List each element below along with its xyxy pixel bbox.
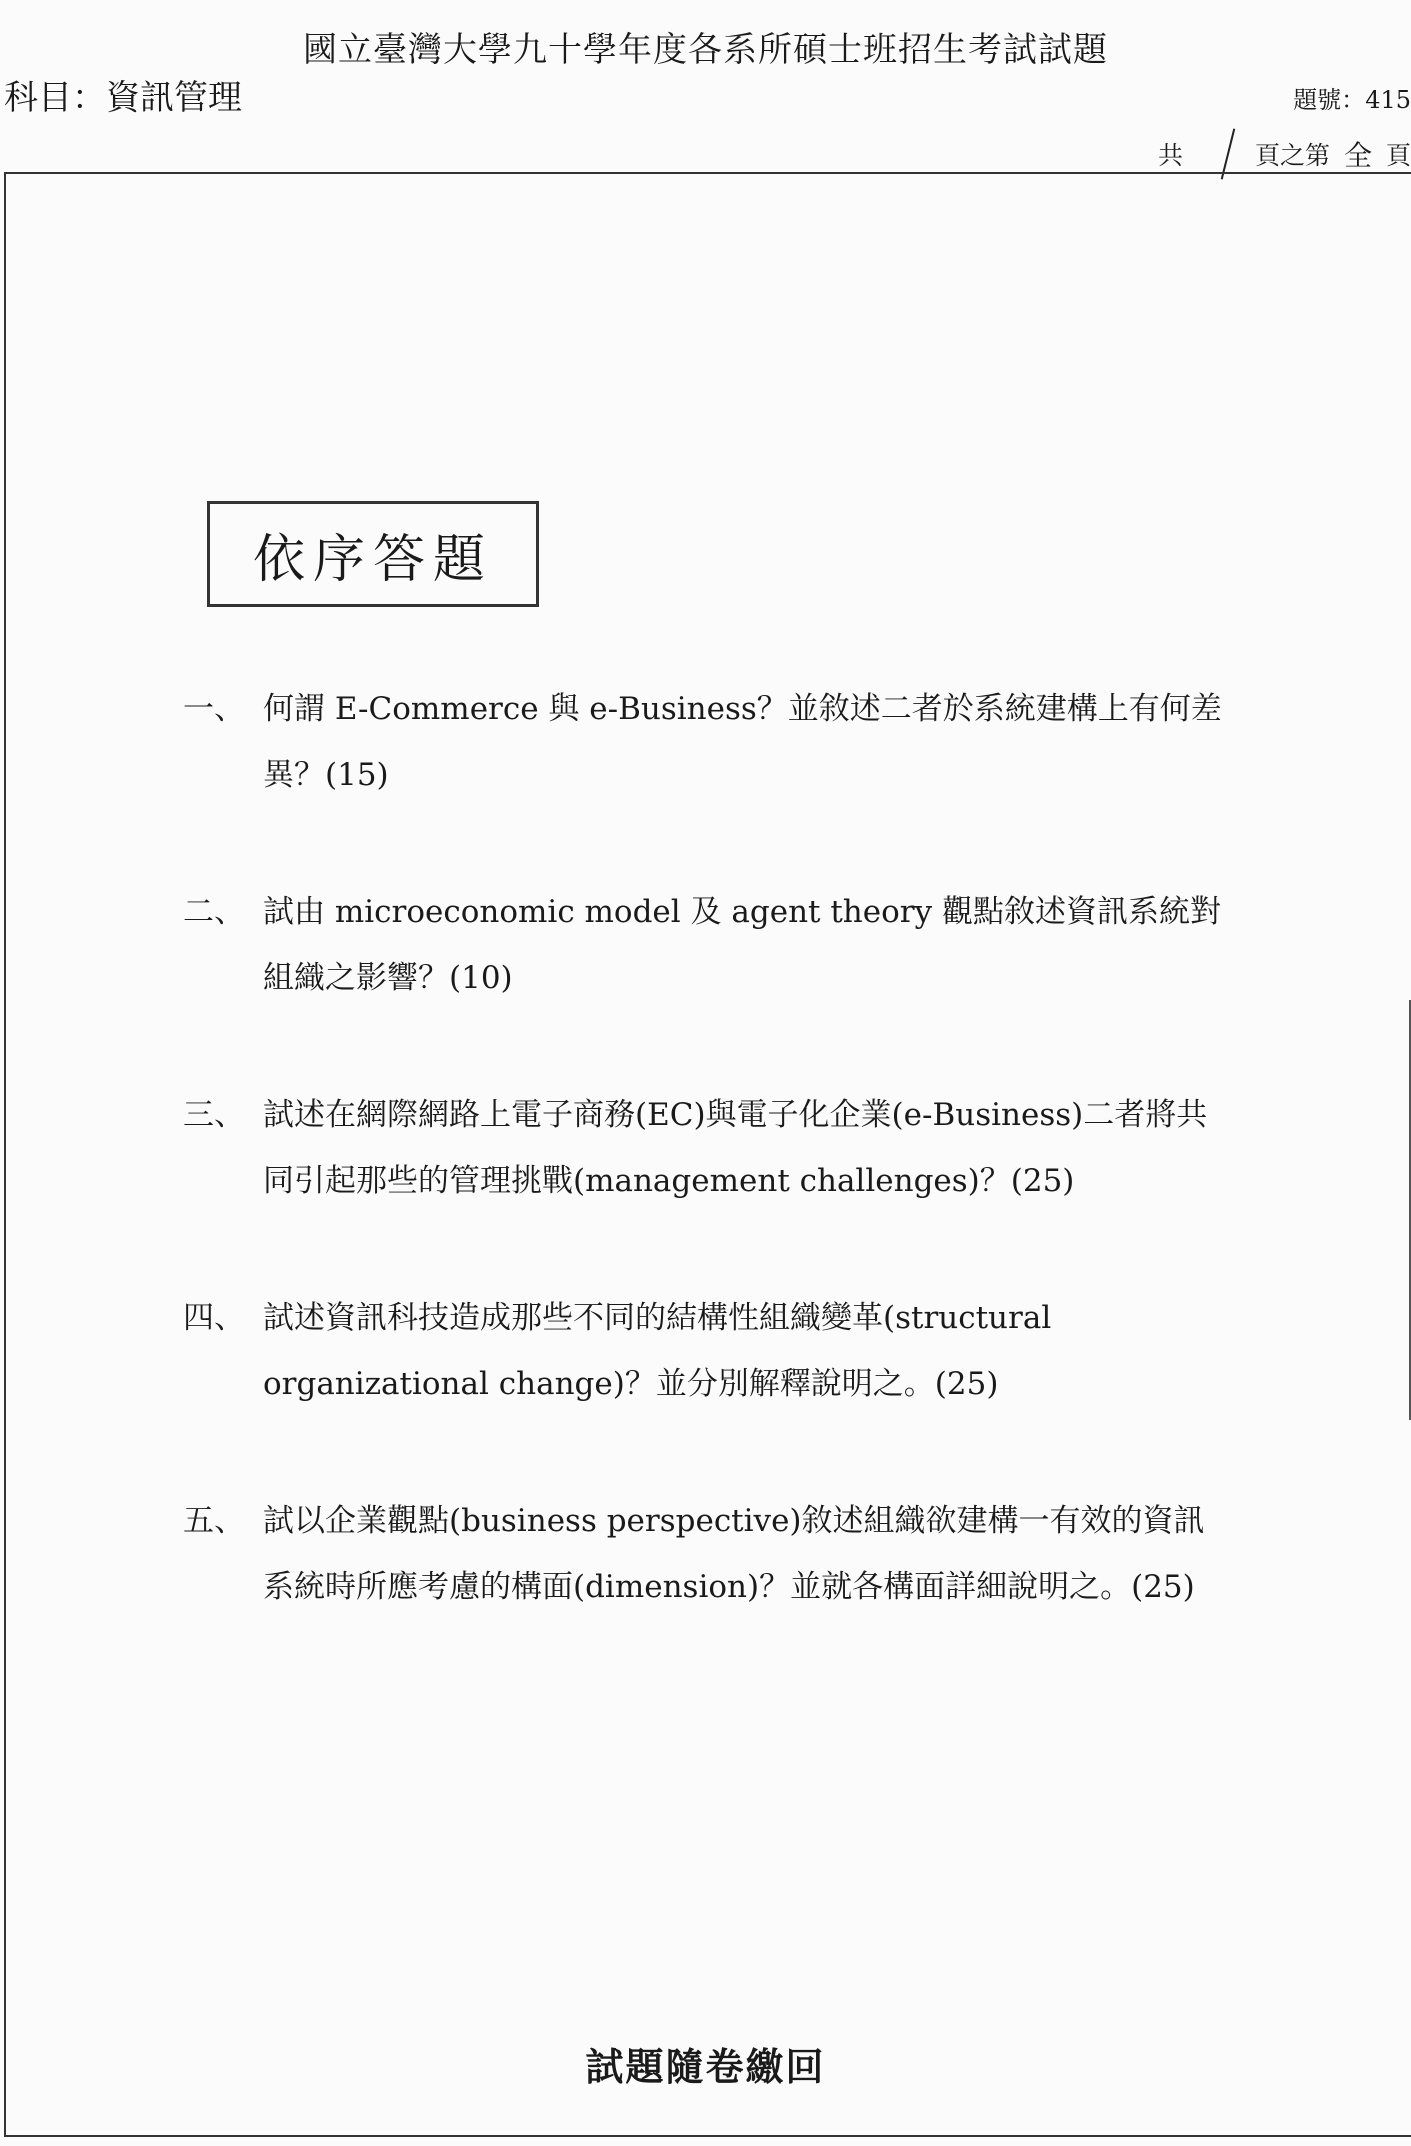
instruction-box: 依序答題 (207, 501, 539, 607)
pages-of-label: 頁之第 (1254, 141, 1330, 170)
pages-total-label: 共 (1157, 141, 1183, 170)
question-number: 三、 (183, 1097, 245, 1133)
question-item (183, 676, 1223, 808)
question-text: 試述資訊科技造成那些不同的結構性組織變革(structural organizational change)？並分別解釋說明之。(25) (263, 1300, 1052, 1402)
subject-line (4, 70, 242, 119)
subject-value: 資訊管理 (106, 78, 242, 118)
question-item (183, 1082, 1223, 1214)
question-item (183, 1285, 1223, 1417)
exam-code-value: 415 (1365, 86, 1411, 114)
question-number: 一、 (183, 691, 245, 727)
pages-value: 全 (1343, 139, 1372, 172)
question-number: 二、 (183, 894, 245, 930)
question-item (183, 879, 1223, 1011)
return-exam-note: 試題隨卷繳回 (585, 2044, 826, 2089)
question-item (183, 1488, 1223, 1620)
question-text: 試由 microeconomic model 及 agent theory 觀點敘述資訊系統對組織之影響？(10) (263, 894, 1221, 996)
question-text: 試述在網際網路上電子商務(EC)與電子化企業(e-Business)二者將共同引起那些的管理挑戰(management challenges)？(25) (263, 1097, 1208, 1199)
question-text: 何謂 E-Commerce 與 e-Business？並敘述二者於系統建構上有何差異？(15) (263, 691, 1222, 793)
question-number: 五、 (183, 1503, 245, 1539)
exam-code (1293, 80, 1411, 115)
subject-label: 科目： (4, 78, 106, 118)
question-number: 四、 (183, 1300, 245, 1336)
question-text: 試以企業觀點(business perspective)敘述組織欲建構一有效的資訊系統時所應考慮的構面(dimension)？並就各構面詳細說明之。(25) (263, 1503, 1205, 1605)
exam-title: 國立臺灣大學九十學年度各系所碩士班招生考試試題 (303, 30, 1108, 70)
pages-suffix: 頁 (1385, 141, 1411, 170)
exam-code-label: 題號： (1293, 86, 1366, 114)
question-list (183, 676, 1223, 1691)
